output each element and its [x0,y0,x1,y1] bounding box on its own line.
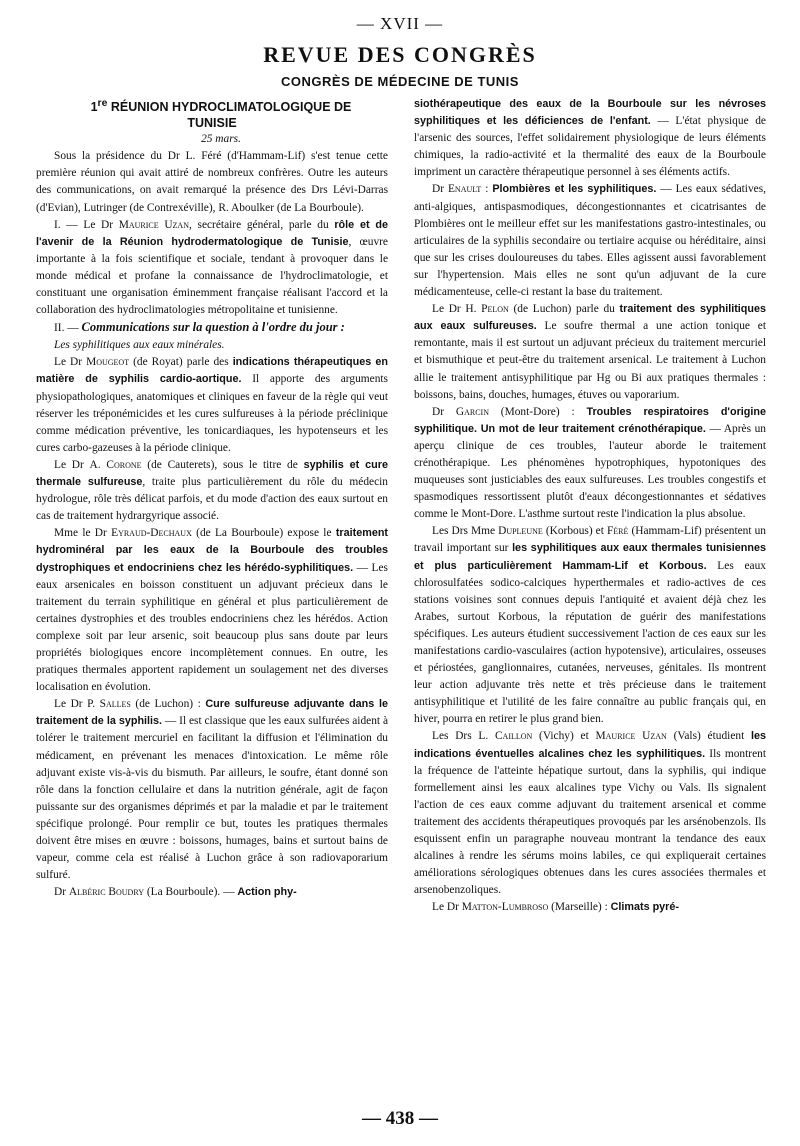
section-ordinal-sup: re [97,98,108,109]
paragraph-salles: Le Dr P. Salles (de Luchon) : Cure sulfureuse adjuvante dans le traitement de la syphilis. — Il est classique que les eaux sulfurées aident à tolérer le traitement mercuriel en facilitant la diffusion et l'élimination du médicament, en prévenant les menaces d'intoxication. Le même rôle adjuvant existe vis-à-vis du bismuth. Par ailleurs, le soufre, étant donné son rôle dans la fonction cellulaire et dans la nutrition générale, agit de façon puissante sur des organismes déprimés et par la maladie et par le traitement spécifique prolongé. Pour remplir ce but, toutes les pratiques thermales doivent être mises en œuvre : boissons, humages, bains et surtout bains de vapeur, comme cela est réalisé à Luchon grâce à son radiovaporarium sulfuré. [36,698,388,882]
journal-section-title: REVUE DES CONGRÈS [263,42,537,67]
section-heading-b: TUNISIE [187,116,237,131]
paragraph-subtitle: Les syphilitiques aux eaux minérales. [54,339,225,352]
section-heading [36,96,388,131]
paragraph-matton: Le Dr Matton-Lumbroso (Marseille) : Climats pyré- [432,901,679,914]
section-date: 25 mars. [201,133,241,146]
paragraph-enault: Dr Enault : Plombières et les syphilitiques. — Les eaux sédatives, anti-algiques, antispasmodiques, décongestionnantes et cicatrisantes de Plombières ont le meilleur effet sur les manifestations gastro-intestinales, ou articulaires de la syphilis secondaire ou tertiaire acquise ou héréditaire, ainsi que sur les crises douloureuses du tabes. Elles agissent aussi favorablement sur l'hypertension. Mais elles ne sont qu'un adjuvant de la cure médicamenteuse, celle-ci restant la base du traitement. [414,183,766,299]
paragraph-uzan: I. — Le Dr Maurice Uzan, secrétaire général, parle du rôle et de l'avenir de la Réunion hydrodermatologique de Tunisie, œuvre importante à la fois scientifique et sociale, tendant à provoquer dans le monde médical et profane la connaissance de l'hydroclimatologie, et constituant une organisation éminemment française réalisant l'accord et la collaboration des hydroclimatologies métropolitaine et tunisienne. [36,218,388,317]
congress-title: CONGRÈS DE MÉDECINE DE TUNIS [281,74,519,89]
paragraph-garcin: Dr Garcin (Mont-Dore) : Troubles respiratoires d'origine syphilitique. Un mot de leur traitement crénothérapique. — Après un aperçu clinique de ces troubles, l'auteur aborde le traitement crénothérapique. Les phénomènes hypotrophiques, hypotoniques des muqueuses sont justiciables des eaux sulfureuses. Les troubles congestifs et spasmodiques ressortissent plutôt d'eaux décongestionnantes et sédatives comme le Mont-Dore. L'asthme surtout reste l'indication la plus absolue. [414,405,766,521]
paragraph-pelon: Le Dr H. Pelon (de Luchon) parle du traitement des syphilitiques aux eaux sulfureuses. Le soufre thermal a une action tonique et remontante, mais il est surtout un adjuvant précieux du traitement mercuriel et bismuthique et peut-être du traitement arsenical. Le traitement à Luchon allie le traitement antisyphilitique par Hg ou Bi aux pratiques thermales : boissons, bains, douches, humages, étuves ou vaporarium. [414,303,766,401]
section-heading-a: RÉUNION HYDROCLIMATOLOGIQUE DE [107,100,352,115]
paragraph-caillon: Les Drs L. Caillon (Vichy) et Maurice Uzan (Vals) étudient les indications éventuelles alcalines chez les syphilitiques. Ils montrent la fréquence de l'atteinte hépatique surtout, dans la syphilis, qui indique formellement ainsi les eaux alcalines type Vichy ou Vals. Ils signalent l'action de ces eaux comme adjuvant du traitement arsenical et comme traitement des accidents thérapeutiques provoqués par les arsénobenzols. Ils esquissent enfin un paragraphe nouveau montrant la tendance des eaux alcalines à rendre les sérums moins labiles, ce qui expliquerait certaines améliorations sérologiques obtenues dans les cures associées thermales et arsenobenzoliques. [414,730,766,897]
paragraph-dupleune: Les Drs Mme Dupleune (Korbous) et Féré (Hammam-Lif) présentent un travail important sur les syphilitiques aux eaux thermales tunisiennes et plus particulièrement Hammam-Lif et Korbous. Les eaux chlorosulfatées sodico-calciques hyperthermales et radio-actives de ces stations voisines sont connues depuis l'antiquité et avaient déjà chez les Arabes, surtout Korbous, la réputation de guérir des manifestations spécifiques. Les auteurs étudient successivement l'action de ces eaux sur les manifestations cardio-vasculaires (action hypotensive), articulaires, osseuses et périostées, ganglionnaires, cutanées, nerveuses, génitales. Ils montrent leur action adjuvante très nette et très précieuse dans le traitement antisyphilitique et l'utilité de les faire connaître au public français qui, en hiver, pourra en retirer le plus grand bien. [414,525,766,726]
right-column [414,96,766,917]
paragraph-communications: II. — Communications sur la question à l'ordre du jour : [54,320,345,335]
page-roman-numeral: — XVII — [356,14,444,33]
paragraph-corone: Le Dr A. Corone (de Cauterets), sous le titre de syphilis et cure thermale sulfureuse, traite plus particulièrement du rôle du médecin hydrologue, rôle très délicat parfois, et du mode d'action des eaux surtout en cas de traitement hydrargyrique associé. [36,458,388,523]
page-number: — 438 — [362,1108,438,1129]
paragraph-mougeot: Le Dr Mougeot (de Royat) parle des indications thérapeutiques en matière de syphilis cardio-aortique. Il apporte des arguments physiopathologiques, anatomiques et cliniques en faveur de la règle qui veut réserver les tréponémicides et les cures sulfureuses à la période préclinique comme médication préventive, les tonicardiaques, les hypotenseurs et les cures carbo-gazeuses à la période clinique. [36,356,389,454]
section-ordinal: 1 [90,100,98,115]
paragraph-eyraud: Mme le Dr Eyraud-Dechaux (de La Bourboule) expose le traitement hydrominéral par les eaux de la Bourboule des troubles dystrophiques et endocriniens chez les hérédo-syphilitiques. — Les eaux arsenicales en boisson constituent un adjuvant précieux dans le traitement du terrain syphilitique en général et plus particulièrement de certaines dystrophies et des troubles endocriniens chez les hérédos. Action complexe soit par leur arsenic, soit beaucoup plus sans doute par leurs propriétés biologiques encore incomplètement connues. En outre, les pratiques thermales apportent rapidement un soulagement net des diverses localisation en évolution. [36,527,389,694]
left-column [36,96,388,901]
paragraph-boudry: Dr Albéric Boudry (La Bourboule). — Action phy- [54,886,297,899]
paragraph-intro: Sous la présidence du Dr L. Féré (d'Hammam-Lif) s'est tenue cette première réunion qui avait attiré de nombreux confrères. Outre les auteurs des communications, on avait remarqué la présence des Drs Lévi-Darras (d'Evian), Lutringer (de Contrexéville), R. Aboulker (de La Bourboule). [36,150,388,214]
paragraph-boudry-cont: siothérapeutique des eaux de la Bourboule sur les névroses syphilitiques et les déficiences de l'enfant. — L'état physique de l'arsenic des sources, l'effet solidairement physiologique de leurs éléments chimiques, la radio-activité et la thermalité des eaux de la Bourboule impriment un caractère thérapeutique personnel à ses éléments actifs. [414,98,766,179]
